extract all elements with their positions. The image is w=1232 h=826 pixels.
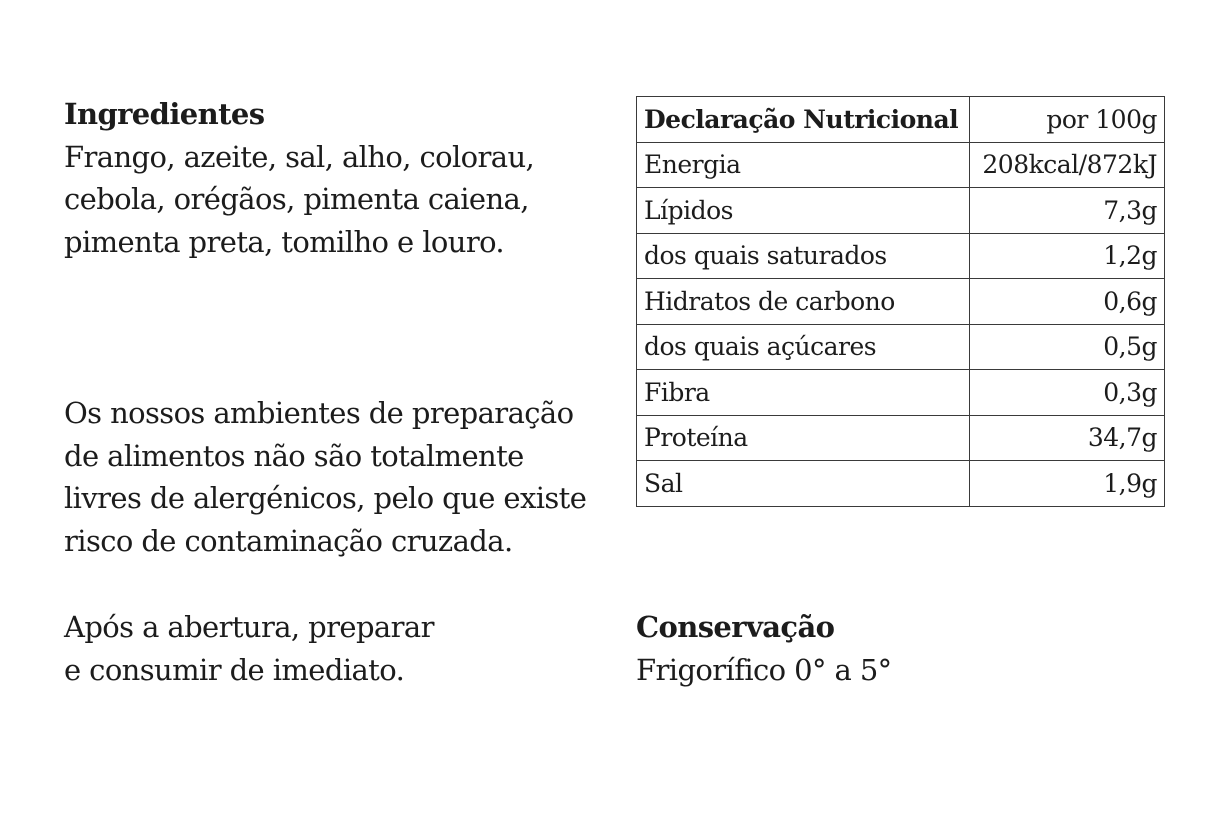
conservation-heading: Conservação xyxy=(636,610,835,644)
after-opening-note xyxy=(64,606,434,691)
nutrition-row-label: Proteína xyxy=(637,415,970,461)
nutrition-row-value: 1,2g xyxy=(970,233,1165,279)
ingredients-heading: Ingredientes xyxy=(64,97,265,131)
allergen-line: risco de contaminação cruzada. xyxy=(64,523,513,558)
nutrition-row-value: 7,3g xyxy=(970,188,1165,234)
nutrition-header-value: por 100g xyxy=(970,97,1165,143)
nutrition-row-label: Energia xyxy=(637,142,970,188)
nutrition-row-label: Sal xyxy=(637,461,970,507)
allergen-line: de alimentos não são totalmente xyxy=(64,438,524,473)
nutrition-row-fat xyxy=(637,188,1165,234)
allergen-line: Os nossos ambientes de preparação xyxy=(64,396,574,430)
after-opening-line: e consumir de imediato. xyxy=(64,652,405,687)
nutrition-row-value: 0,3g xyxy=(970,370,1165,416)
nutrition-row-label: Fibra xyxy=(637,370,970,416)
nutrition-table xyxy=(636,96,1165,507)
conservation-text: Frigorífico 0° a 5° xyxy=(636,652,892,687)
nutrition-header-row xyxy=(637,97,1165,143)
nutrition-row-salt xyxy=(637,461,1165,507)
nutrition-row-sugars xyxy=(637,324,1165,370)
nutrition-row-energy xyxy=(637,142,1165,188)
nutrition-row-saturated xyxy=(637,233,1165,279)
nutrition-row-carbohydrates xyxy=(637,279,1165,325)
allergen-line: livres de alergénicos, pelo que existe xyxy=(64,481,587,515)
nutrition-row-protein xyxy=(637,415,1165,461)
conservation-section xyxy=(636,606,892,691)
nutrition-row-value: 34,7g xyxy=(970,415,1165,461)
nutrition-row-value: 0,6g xyxy=(970,279,1165,325)
nutrition-row-label: Lípidos xyxy=(637,188,970,234)
ingredients-line: cebola, orégãos, pimenta caiena, xyxy=(64,182,529,216)
nutrition-row-fibre xyxy=(637,370,1165,416)
after-opening-line: Após a abertura, preparar xyxy=(64,610,434,644)
nutrition-row-value: 0,5g xyxy=(970,324,1165,370)
nutrition-row-value: 1,9g xyxy=(970,461,1165,507)
allergen-notice xyxy=(64,392,586,562)
ingredients-line: pimenta preta, tomilho e louro. xyxy=(64,224,505,259)
nutrition-row-label: Hidratos de carbono xyxy=(637,279,970,325)
nutrition-header-label: Declaração Nutricional xyxy=(637,97,970,143)
nutrition-row-value: 208kcal/872kJ xyxy=(970,142,1165,188)
ingredients-line: Frango, azeite, sal, alho, colorau, xyxy=(64,139,535,174)
ingredients-section xyxy=(64,93,534,263)
nutrition-row-label: dos quais saturados xyxy=(637,233,970,279)
nutrition-row-label: dos quais açúcares xyxy=(637,324,970,370)
